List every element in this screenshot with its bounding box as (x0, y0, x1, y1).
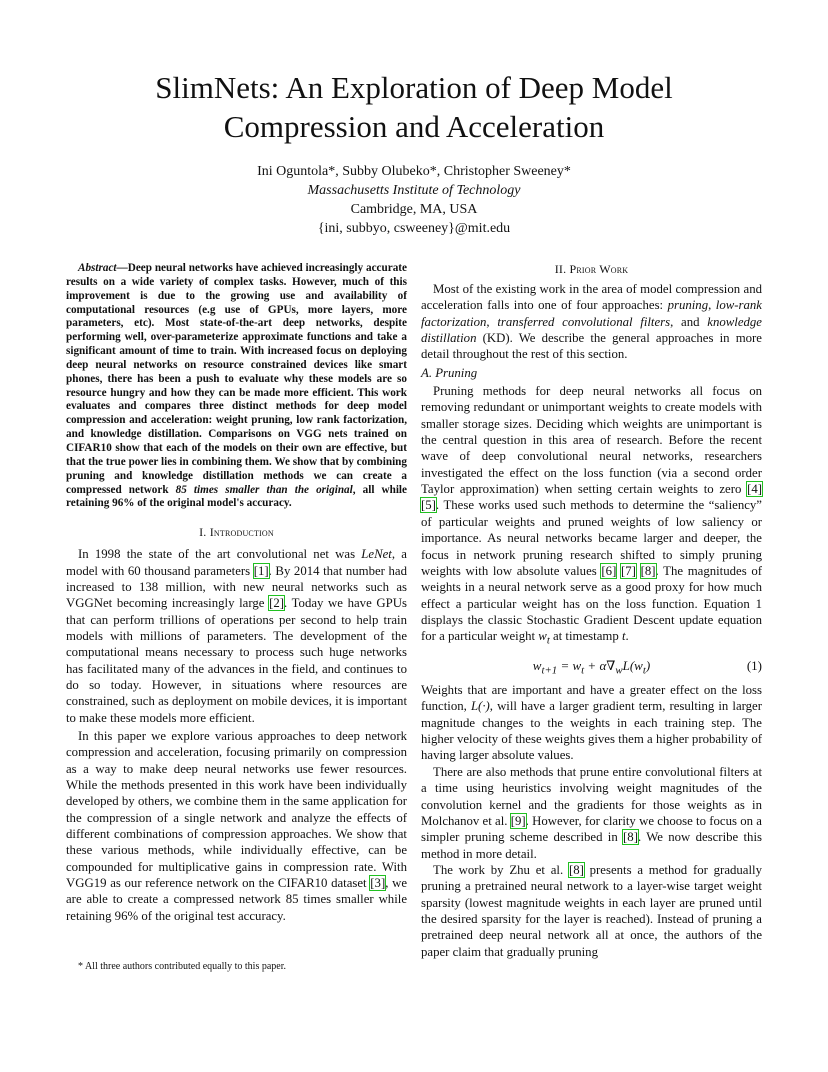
citation-link[interactable]: [4] (747, 482, 762, 497)
text-run: , (708, 298, 716, 313)
intro-paragraph-1 (66, 546, 407, 726)
eq-part: + α∇ (584, 658, 616, 674)
citation-link[interactable]: [2] (269, 596, 285, 611)
abstract-emphasis: 85 times smaller than the original (175, 483, 353, 496)
eq-sub: t+1 (541, 664, 558, 677)
math-var: t (621, 629, 626, 644)
eq-part: L(w (622, 658, 643, 674)
text-run: , we are able to create a compressed network 85 times smaller while retaining 96% of the original test accuracy. (66, 876, 407, 923)
author-block (60, 162, 768, 238)
text-run: Most of the existing work in the area of model compression and acceleration falls into one of four approaches: (421, 282, 762, 313)
citation-link[interactable]: [1] (253, 563, 269, 578)
prior-paragraph-4 (421, 764, 762, 862)
left-column (66, 262, 408, 972)
citation-link[interactable]: [8] (640, 563, 656, 578)
text-run: In 1998 the state of the art convolutional net was (78, 547, 362, 562)
emphasis-lenet: LeNet (361, 547, 392, 562)
section-heading-prior-work: II. Prior Work (554, 262, 629, 276)
text-run: The work by Zhu et al. (433, 862, 569, 877)
prior-paragraph-5 (421, 862, 762, 960)
text-run: . Today we have GPUs that can perform trillions of operations per second to help train models with millions of parameters. The development of the computational means necessary to process such huge networks has facilitated many of the advances in the field, and continues to do so today. However, in situations where resources are constrained, such as deployment on mobile devices, it is important to make these models more efficient. (66, 596, 407, 725)
text-run: . These works used such methods to determine the “saliency” of particular weights and pruned weights of low saliency or importance. As neural networks became larger and deeper, the focus in network pruning research shifted to simply pruning weights with low absolute values (421, 498, 762, 578)
math-var: w (538, 629, 547, 644)
intro-paragraph-2 (66, 728, 407, 924)
citation-link[interactable]: [6] (601, 563, 617, 578)
text-run: . The magnitudes of weights in a neural network serve as a good proxy for how much effect a particular weight has on the loss function. Equation 1 displays the classic Stochastic Gradient Descent update equation for a particular weight (421, 563, 763, 644)
text-run: (KD). We describe the general approaches in more detail throughout the rest of this section. (421, 331, 762, 362)
eq-sub: t (581, 664, 585, 677)
eq-part: ) (645, 658, 651, 674)
text-run: There are also methods that prune entire convolutional filters at a time using heuristics involving weight magnitudes of the convolution kernel and the gradients for those weights as in Molchanov et al. (421, 764, 762, 828)
text-run: Pruning methods for deep neural networks all focus on removing redundant or unimportant weights to create models with smaller storage sizes. Deciding which weights are unimportant is the central question in this area of research. Before the recent wave of deep convolutional neural networks, researchers investigated the effect on the loss function (via a second order Taylor approximation) when setting certain weights to zero (421, 384, 762, 497)
abstract (66, 262, 407, 511)
author-location: Cambridge, MA, USA (350, 202, 478, 217)
section-heading-introduction: I. Introduction (199, 525, 274, 540)
footnote: * All three authors contributed equally to this paper. (78, 961, 287, 972)
citation-link[interactable]: [8] (568, 862, 584, 877)
right-column (421, 262, 762, 960)
equation-body (421, 654, 762, 683)
abstract-text-end: , all while retaining 96% of the original model's accuracy. (66, 483, 408, 510)
title-line-2: Compression and Acceleration (223, 109, 605, 144)
text-run: , (486, 314, 498, 329)
math-sub: t (546, 635, 550, 647)
emphasis-term: knowledge distillation (421, 314, 762, 346)
text-run: . By 2014 that number had increased to 138 million, with new neural networks such as VGGNet becoming increasingly large (66, 563, 407, 611)
text-run: presents a method for gradually pruning a pretrained neural network to a layer-wise target weight sparsity (lowest magnitude weights in each layer are pruned until the desired sparsity for the layer is reached). Instead of pruning a pretrained deep neural network all at once, the authors of the paper claim that gradually pruning (421, 862, 762, 959)
text-run: . However, for clarity we choose to focus on a simpler pruning scheme described in (421, 813, 762, 845)
abstract-text: —Deep neural networks have achieved increasingly accurate results on a wide variety of complex tasks. However, much of this improvement is due to the growing use and availability of computational resources (e.g use of GPUs, more layers, more parameters, etc). Most state-of-the-art deep networks, despite performing well, over-parameterize approximate functions and take a significant amount of time to train. With increased focus on deploying deep neural networks on resource constrained devices like smart phones, there has been a push to evaluate why these models are so resource hungry and how they can be made more efficient. This work evaluates and compares three distinct methods for deep model compression and acceleration: weight pruning, low rank factorization, and knowledge distillation. Comparisons on VGG nets trained on CIFAR10 show that each of the models on their own are effective, but that the true power lies in combining them. We show that by combining pruning and knowledge distillation methods we can create a compressed network (66, 262, 407, 496)
citation-link[interactable]: [3] (370, 876, 386, 891)
equation-1 (421, 654, 762, 678)
eq-part: w (532, 658, 542, 674)
abstract-lead: Abstract (78, 262, 117, 274)
subsection-heading-pruning: A. Pruning (421, 365, 478, 380)
citation-link[interactable]: [7] (621, 563, 636, 578)
text-run: In this paper we explore various approaches to deep network compression and acceleration, focusing primarily on compression as a way to make deep neural networks use fewer resources. While the methods presented in this work have been individually developed by others, we combine them in the same application for the compression of a single network and analyze the effects of different combinations of compression approaches. We show that these various methods, while individually effective, can be compounded for multiplicative gains in compression rate. With VGG19 as our reference network on the CIFAR10 dataset (66, 728, 407, 891)
text-run: , a model with 60 thousand parameters (66, 547, 407, 578)
author-emails: {ini, subbyo, csweeney}@mit.edu (317, 221, 511, 236)
title-line-1: SlimNets: An Exploration of Deep Model (155, 70, 673, 105)
text-run: , and (670, 314, 708, 329)
eq-sub: t (642, 664, 646, 677)
text-run: . We now describe this method in more detail. (421, 830, 762, 861)
emphasis-term: pruning (667, 298, 709, 313)
eq-part: = w (557, 658, 582, 674)
citation-link[interactable]: [5] (421, 498, 436, 513)
citation-link[interactable]: [9] (510, 813, 526, 828)
citation-link[interactable]: [8] (623, 830, 638, 845)
math-var: L(·) (470, 699, 490, 714)
equation-number: (1) (746, 658, 762, 674)
paper-title (60, 68, 768, 146)
text-run: , will have a larger gradient term, resulting in larger magnitude changes to the weights in each training step. The higher velocity of these weights gives them a higher probability of having larger absolute values. (421, 699, 763, 763)
author-names: Ini Oguntola*, Subby Olubeko*, Christopher Sweeney* (257, 164, 571, 179)
text-run: . (625, 629, 629, 644)
prior-paragraph-2 (421, 383, 762, 650)
emphasis-term: low-rank factorization (421, 298, 762, 329)
prior-paragraph-3 (421, 682, 762, 764)
author-affiliation: Massachusetts Institute of Technology (307, 183, 521, 198)
eq-sub: w (615, 664, 623, 677)
emphasis-term: transferred convolutional filters (497, 314, 671, 329)
text-run: at timestamp (549, 629, 622, 644)
prior-paragraph-1 (421, 281, 762, 363)
text-run: Weights that are important and have a greater effect on the loss function, (421, 683, 762, 714)
